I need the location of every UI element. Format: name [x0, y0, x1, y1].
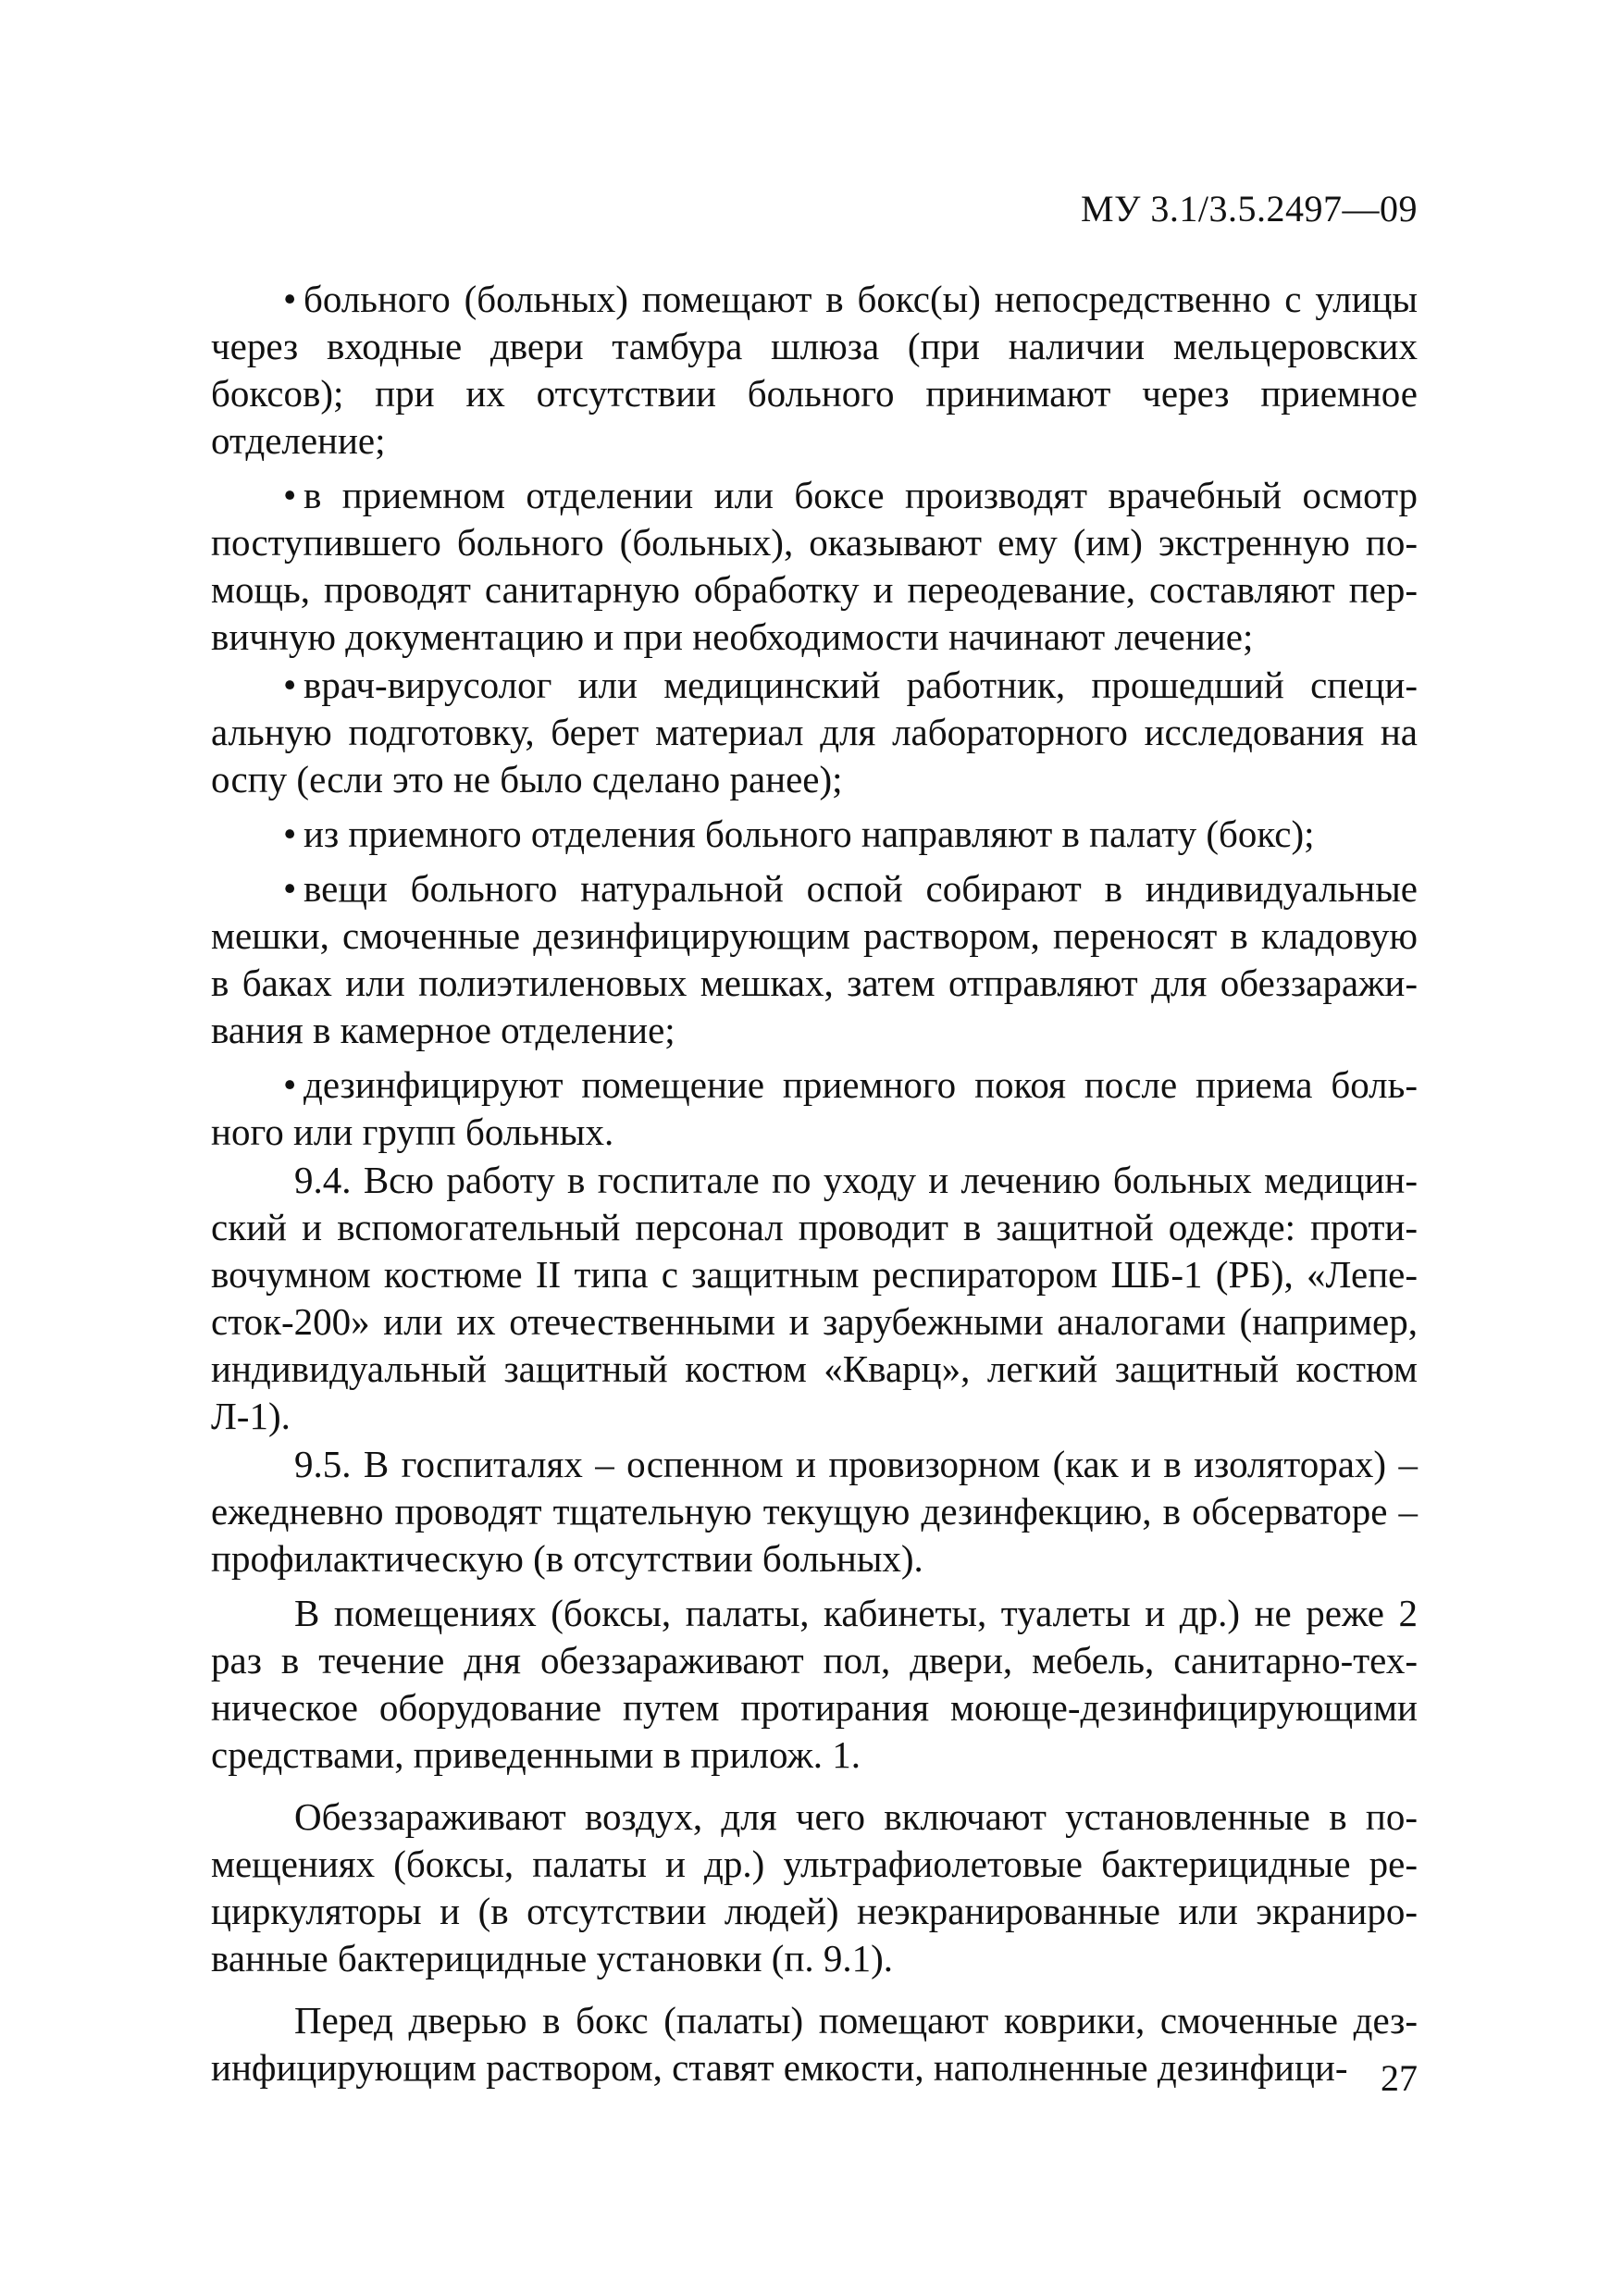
bullet-paragraph-1 — [211, 276, 1418, 465]
bullet-marker: • — [283, 1063, 297, 1106]
bullet-marker: • — [283, 474, 297, 516]
bullet-paragraph-6 — [211, 1061, 1418, 1156]
air-disinfection-paragraph: Обеззараживают воздух, для чего включают установленные в помещениях (боксы, палаты и др.) ультрафиолетовые бактерицидные рециркуляторы и (в отсутствии людей) неэкранированные или экранированные бактерицидные установки (п. 9.1). — [211, 1795, 1418, 1980]
bullet-marker: • — [283, 867, 297, 910]
section-9-5-paragraph: 9.5. В госпиталях – оспенном и провизорном (как и в изоляторах) – ежедневно проводят тщательную текущую дезинфекцию, в обсерваторе – профилактическую (в отсутствии больных). — [211, 1443, 1418, 1580]
bullet-paragraph-5 — [211, 865, 1418, 1054]
bullet-paragraph-4 — [211, 811, 1418, 858]
bullet-marker: • — [283, 813, 297, 855]
body-text — [211, 276, 1418, 2091]
bullet-marker: • — [283, 278, 297, 320]
paragraph-text: в приемном отделении или боксе производят врачебный осмотр поступившего больного (больных), оказывают ему (им) экстренную помощь, проводят санитарную обработку и переодевание, составляют первичную документацию и при необходимости начинают лечение; — [211, 474, 1418, 658]
rooms-disinfection-paragraph: В помещениях (боксы, палаты, кабинеты, туалеты и др.) не реже 2 раз в течение дня обеззараживают пол, двери, мебель, санитарно-техническое оборудование путем протирания моюще-дезинфицирующими средствами, приведенными в прилож. 1. — [211, 1592, 1418, 1776]
bullet-marker: • — [283, 664, 297, 706]
paragraph-text: больного (больных) помещают в бокс(ы) непосредственно с улицы через входные двери тамбура шлюза (при наличии мельцеровских боксов); при их отсутствии больного принимают через приемное отделение; — [211, 278, 1418, 462]
page-number: 27 — [1381, 2057, 1418, 2099]
door-mats-paragraph: Перед дверью в бокс (палаты) помещают коврики, смоченные дезинфицирующим раствором, ставят емкости, наполненные дезинфици- — [211, 1999, 1418, 2089]
document-code-header: МУ 3.1/3.5.2497—09 — [1081, 188, 1418, 230]
paragraph-text: дезинфицируют помещение приемного покоя после приема больного или групп больных. — [211, 1063, 1418, 1153]
section-9-4-paragraph: 9.4. Всю работу в госпитале по уходу и лечению больных медицинский и вспомогательный персонал проводит в защитной одежде: противочумном костюме II типа с защитным респиратором ШБ-1 (РБ), «Лепесток-200» или их отечественными и зарубежными аналогами (например, индивидуальный защитный костюм «Кварц», легкий защитный костюм Л-1). — [211, 1159, 1418, 1437]
paragraph-text: вещи больного натуральной оспой собирают в индивидуальные мешки, смоченные дезинфицирующим раствором, переносят в кладовую в баках или полиэтиленовых мешках, затем отправляют для обеззараживания в камерное отделение; — [211, 867, 1418, 1051]
paragraph-text: из приемного отделения больного направляют в палату (бокс); — [304, 813, 1315, 855]
bullet-paragraph-2 — [211, 472, 1418, 661]
bullet-paragraph-3 — [211, 662, 1418, 803]
paragraph-text: врач-вирусолог или медицинский работник, прошедший специальную подготовку, берет материал для лабораторного исследования на оспу (если это не было сделано ранее); — [211, 664, 1418, 800]
